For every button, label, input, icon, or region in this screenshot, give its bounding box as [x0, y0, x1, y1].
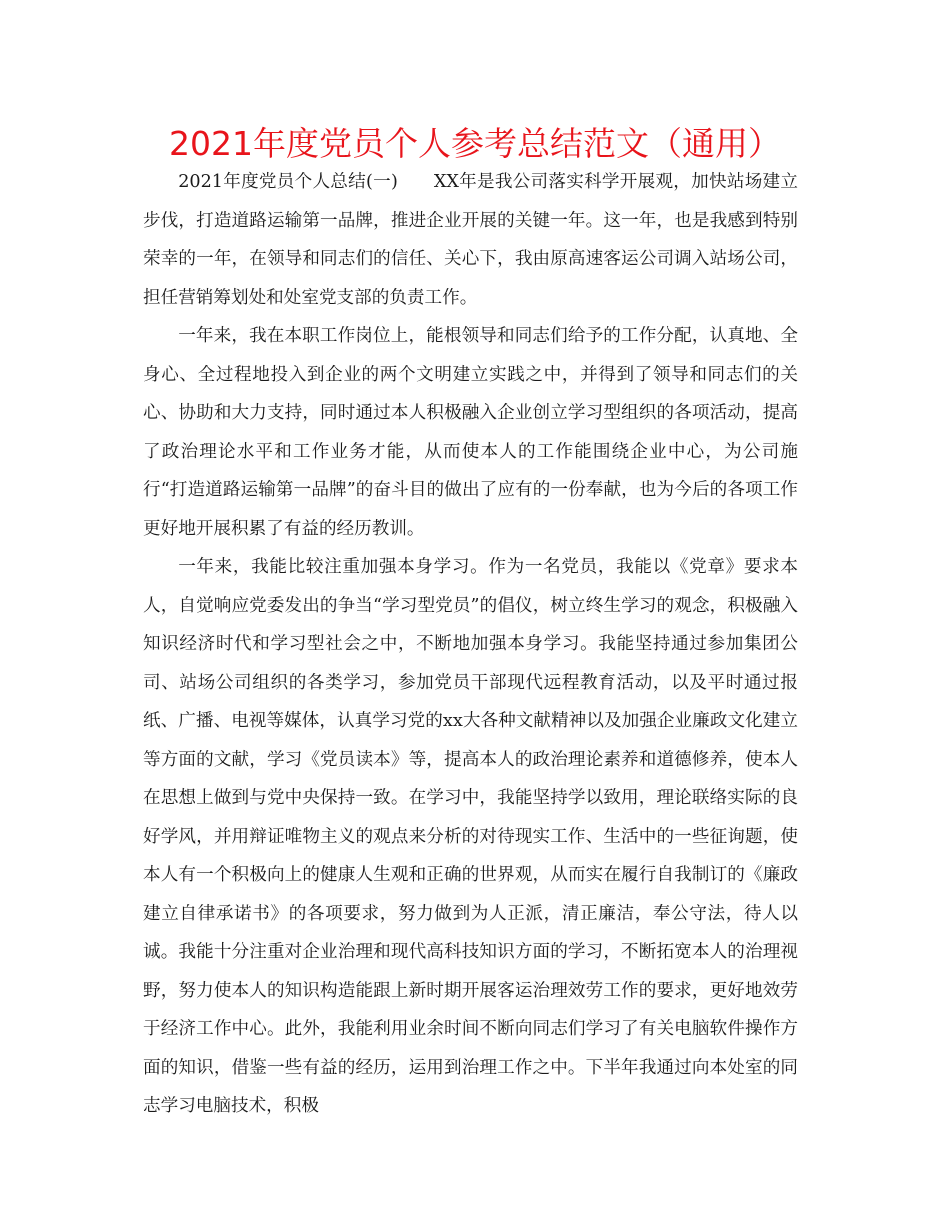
paragraph-2: 一年来，我在本职工作岗位上，能根领导和同志们给予的工作分配，认真地、全身心、全过程地投入到企业的两个文明建立实践之中，并得到了领导和同志们的关心、协助和大力支持，同时通过本人积极融入企业创立学习型组织的各项活动，提高了政治理论水平和工作业务才能，从而使本人的工作能围绕企业中心，为公司施行“打造道路运输第一品牌”的奋斗目的做出了应有的一份奉献，也为今后的各项工作更好地开展积累了有益的经历教训。 — [143, 326, 798, 539]
document-body — [143, 163, 798, 1126]
intro-heading: 2021年度党员个人总结(一) — [178, 172, 398, 192]
document-title: 2021年度党员个人参考总结范文（通用） — [169, 124, 781, 163]
paragraph-text: XX年是我公司落实科学开展观，加快站场建立步伐，打造道路运输第一品牌，推进企业开展的关键一年。这一年，也是我感到特别荣幸的一年，在领导和同志们的信任、关心下，我由原高速客运公司调入站场公司，担任营销筹划处和处室党支部的负责工作。 — [143, 172, 798, 308]
paragraph-1 — [143, 163, 798, 317]
paragraph-3: 一年来，我能比较注重加强本身学习。作为一名党员，我能以《党章》要求本人，自觉响应党委发出的争当“学习型党员”的倡仪，树立终生学习的观念，积极融入知识经济时代和学习型社会之中，不断地加强本身学习。我能坚持通过参加集团公司、站场公司组织的各类学习，参加党员干部现代远程教育活动，以及平时通过报纸、广播、电视等媒体，认真学习党的xx大各种文献精神以及加强企业廉政文化建立等方面的文献，学习《党员读本》等，提高本人的政治理论素养和道德修养，使本人在思想上做到与党中央保持一致。在学习中，我能坚持学以致用，理论联络实际的良好学风，并用辩证唯物主义的观点来分析的对待现实工作、生活中的一些征询题，使本人有一个积极向上的健康人生观和正确的世界观，从而实在履行自我制订的《廉政建立自律承诺书》的各项要求，努力做到为人正派，清正廉洁，奉公守法，待人以诚。我能十分注重对企业治理和现代高科技知识方面的学习，不断拓宽本人的治理视野，努力使本人的知识构造能跟上新时期开展客运治理效劳工作的要求，更好地效劳于经济工作中心。此外，我能利用业余时间不断向同志们学习了有关电脑软件操作方面的知识，借鉴一些有益的经历，运用到治理工作之中。下半年我通过向本处室的同志学习电脑技术，积极 — [143, 557, 798, 1116]
